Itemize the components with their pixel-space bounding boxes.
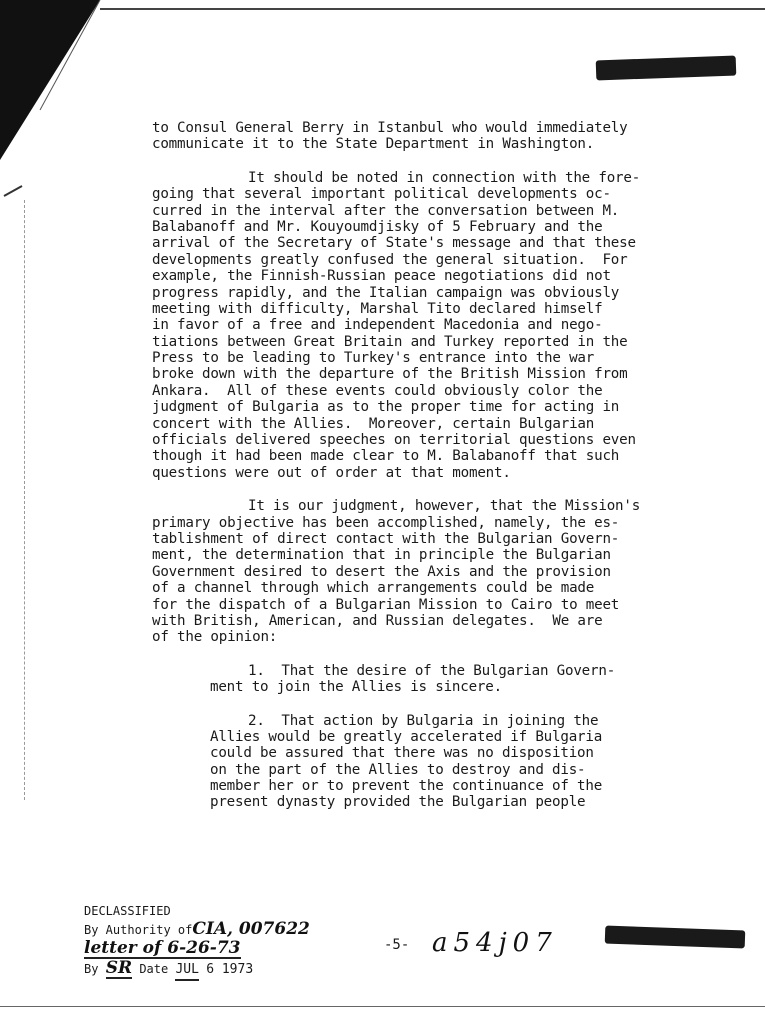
text-line: broke down with the departure of the British Mission from <box>152 366 628 383</box>
text-line: officials delivered speeches on territorial questions even <box>152 432 636 449</box>
text-line: ment to join the Allies is sincere. <box>210 679 502 696</box>
text-line: communicate it to the State Department in Washington. <box>152 136 595 153</box>
text-line: curred in the interval after the conversation between M. <box>152 202 620 219</box>
text-line: ment, the determination that in principle the Bulgarian <box>152 547 611 564</box>
scanned-corner-shadow <box>0 0 110 210</box>
text-line: arrival of the Secretary of State's message and that these <box>152 235 636 252</box>
text-line: example, the Finnish-Russian peace negotiations did not <box>152 268 611 285</box>
text-line: It is our judgment, however, that the Mission's <box>248 498 641 515</box>
authority-value: CIA, 007622 <box>192 919 310 939</box>
text-line: Press to be leading to Turkey's entrance into the war <box>152 350 595 367</box>
text-line: though it had been made clear to M. Balabanoff that such <box>152 448 620 465</box>
top-edge-rule <box>100 8 765 10</box>
text-line: 1. That the desire of the Bulgarian Govern- <box>248 662 616 679</box>
text-line: 2. That action by Bulgaria in joining the <box>248 712 599 729</box>
declassification-stamp <box>84 902 354 981</box>
left-scan-edge <box>24 200 26 800</box>
text-line: in favor of a free and independent Macedonia and nego- <box>152 317 603 334</box>
handwritten-number: a54j07 <box>432 928 558 958</box>
text-line: developments greatly confused the general situation. For <box>152 251 628 268</box>
text-line: tiations between Great Britain and Turkey reported in the <box>152 333 628 350</box>
text-line: judgment of Bulgaria as to the proper time for acting in <box>152 399 620 416</box>
document-body <box>152 120 712 811</box>
text-line: could be assured that there was no disposition <box>210 745 594 762</box>
page-number: -5- <box>384 937 410 953</box>
paragraph-2 <box>152 170 712 481</box>
classification-stamp-bottom: TOP SECRET <box>605 926 746 949</box>
authority-label: By Authority of <box>84 923 193 937</box>
text-line: Government desired to desert the Axis and the provision <box>152 563 611 580</box>
letter-value: letter of 6-26-73 <box>84 938 241 958</box>
numbered-item-1 <box>152 663 712 696</box>
text-line: meeting with difficulty, Marshal Tito declared himself <box>152 300 603 317</box>
text-line: present dynasty provided the Bulgarian people <box>210 794 586 811</box>
by-value: SR <box>105 958 133 978</box>
date-label: Date <box>139 962 169 976</box>
text-line: on the part of the Allies to destroy and dis- <box>210 761 586 778</box>
bottom-edge-rule <box>0 1006 765 1007</box>
text-line: to Consul General Berry in Istanbul who would immediately <box>152 120 628 136</box>
text-line: of a channel through which arrangements could be made <box>152 580 595 597</box>
text-line: going that several important political developments oc- <box>152 186 611 203</box>
text-line: concert with the Allies. Moreover, certain Bulgarian <box>152 415 595 432</box>
text-line: It should be noted in connection with the fore- <box>248 169 641 186</box>
numbered-item-2 <box>152 713 712 811</box>
text-line: member her or to prevent the continuance of the <box>210 778 603 795</box>
text-line: primary objective has been accomplished, namely, the es- <box>152 514 620 531</box>
declass-letter-row <box>84 939 354 959</box>
text-line: progress rapidly, and the Italian campaign was obviously <box>152 284 620 301</box>
paragraph-1 <box>152 120 712 153</box>
text-line: questions were out of order at that moment. <box>152 464 511 481</box>
date-month: JUL <box>175 961 198 981</box>
text-line: Balabanoff and Mr. Kouyoumdjisky of 5 February and the <box>152 218 603 235</box>
declass-authority-row <box>84 920 354 939</box>
text-line: of the opinion: <box>152 629 278 646</box>
text-line: tablishment of direct contact with the Bulgarian Govern- <box>152 530 620 547</box>
date-day-year: 6 1973 <box>206 962 254 977</box>
by-label: By <box>84 962 99 976</box>
text-line: Allies would be greatly accelerated if Bulgaria <box>210 728 603 745</box>
declass-by-row <box>84 959 354 981</box>
text-line: Ankara. All of these events could obviously color the <box>152 382 603 399</box>
text-line: for the dispatch of a Bulgarian Mission to Cairo to meet <box>152 596 620 613</box>
classification-stamp-top: TOP SECRET <box>596 56 737 81</box>
text-line: with British, American, and Russian delegates. We are <box>152 612 603 629</box>
declass-heading: DECLASSIFIED <box>84 904 171 918</box>
paragraph-3 <box>152 498 712 646</box>
